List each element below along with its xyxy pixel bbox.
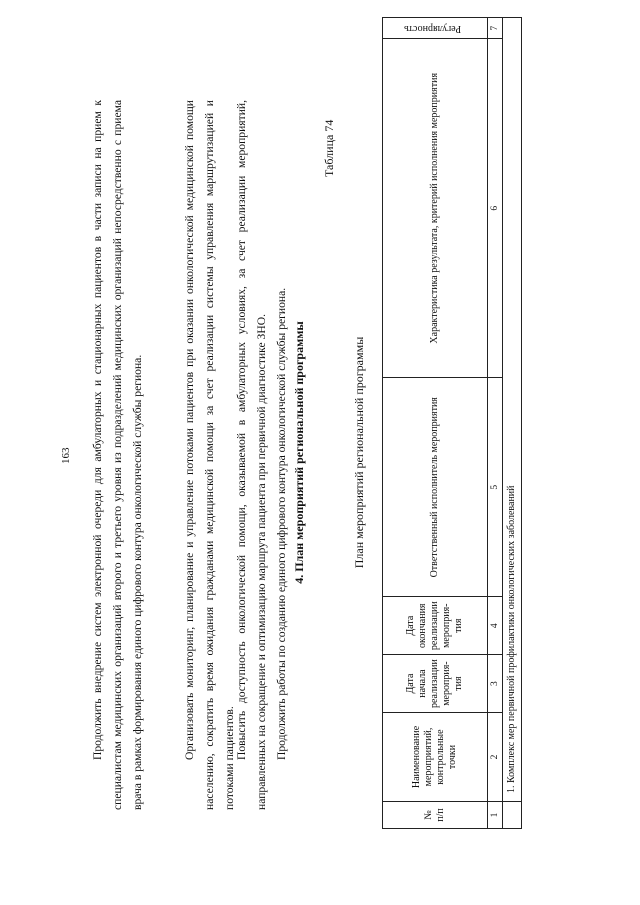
column-number-7: 7: [488, 18, 503, 39]
header-number: № п/п: [383, 802, 488, 829]
section-row-title: 1. Комплекс мер первичной профилактики онкологических заболеваний: [503, 18, 522, 802]
page-number: 163: [60, 447, 72, 464]
column-number-4: 4: [488, 597, 503, 655]
column-number-3: 3: [488, 655, 503, 713]
section-row-empty-cell: [503, 802, 522, 829]
column-number-1: 1: [488, 802, 503, 829]
paragraph-1: Продолжить внедрение систем электронной очереди для амбулаторных и стационарных пациентов в части записи на прием к специалистам медицинских организаций второго и третьего уровня из подразделений медицинских организаций непосредственно с приема врача в рамках формирования единого цифрового контура онкологической службы региона.: [91, 100, 144, 810]
table-column-numbers-row: [488, 18, 503, 829]
table-section-row: [503, 18, 522, 829]
table-label: Таблица 74: [322, 119, 336, 177]
section-title: 4. План мероприятий региональной программы: [292, 321, 306, 584]
column-number-5: 5: [488, 378, 503, 597]
paragraph-4: Продолжить работы по созданию единого цифрового контура онкологической службы региона.: [275, 287, 288, 760]
paragraph-2: Организовать мониторинг, планирование и управление потоками пациентов при оказании онкологической медицинской помощи населению, сократить время ожидания гражданами медицинской помощи за счет реализации системы управления маршрутизацией и потоками пациентов.: [183, 100, 236, 810]
paragraph-3: Повысить доступность онкологической помощи, оказываемой в амбулаторных условиях, за счет реализации мероприятий, направленных на сокращение и оптимизацию маршрута пациента при первичной диагностике ЗНО.: [235, 100, 268, 810]
table-header-row: [383, 18, 488, 829]
header-regularity-label: Регулярность: [404, 23, 462, 35]
header-responsible: Ответственный исполнитель мероприятия: [383, 378, 488, 597]
column-number-2: 2: [488, 713, 503, 802]
header-start-date: Дата начала реализации мероприя-тия: [383, 655, 488, 713]
plan-table: [382, 17, 522, 829]
header-result: Характеристика результата, критерий исполнения мероприятия: [383, 39, 488, 378]
header-regularity: [383, 18, 488, 39]
header-end-date: Дата окончания реализации мероприя-тия: [383, 597, 488, 655]
header-activity-name: Наименование мероприятий, контрольные точки: [383, 713, 488, 802]
table-title: План мероприятий региональной программы: [352, 336, 366, 569]
column-number-6: 6: [488, 39, 503, 378]
